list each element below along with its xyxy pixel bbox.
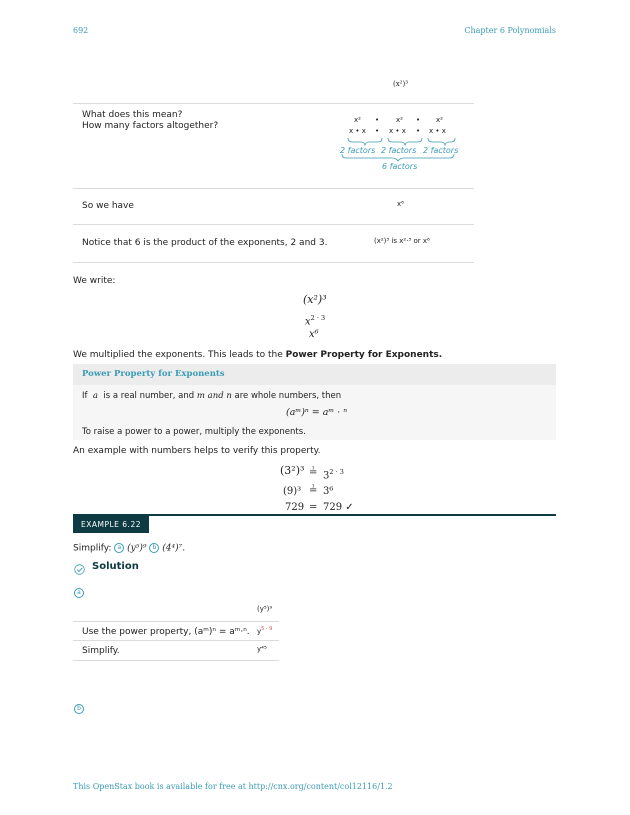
factor-xsq-3: x² bbox=[436, 116, 443, 124]
table1-row2-text: So we have bbox=[82, 201, 134, 211]
brace-label-2: 2 factors bbox=[381, 146, 417, 155]
verify-label: An example with numbers helps to verify this property. bbox=[73, 446, 321, 456]
verify-r2-right: 3⁶ bbox=[323, 486, 334, 497]
table1-row1-text-b: How many factors altogether? bbox=[82, 121, 219, 131]
table1-row3-text: Notice that 6 is the product of the exponents, 2 and 3. bbox=[82, 238, 328, 248]
factor-xsq-1: x² bbox=[354, 116, 361, 124]
divider bbox=[73, 640, 279, 641]
table1-row1-text-a: What does this mean? bbox=[82, 110, 183, 120]
solution-row2-text: Simplify. bbox=[82, 646, 120, 656]
solution-row1-expr: $y^{5 \cdot 9}$ bbox=[257, 626, 273, 636]
property-box-line1: If a is a real number, and m and n are whole numbers, then bbox=[82, 391, 342, 401]
part-b-marker: b bbox=[149, 543, 159, 553]
verify-r3-op: = bbox=[309, 502, 318, 513]
factor-dot-4: • bbox=[416, 127, 421, 135]
example-tag: EXAMPLE 6.22 bbox=[73, 516, 149, 533]
solution-check-icon bbox=[74, 560, 85, 579]
part-b-expr: (4⁴)⁷. bbox=[162, 543, 186, 554]
footer-text: This OpenStax book is available for free at http://cnx.org/content/col12116/1.2 bbox=[73, 782, 393, 791]
property-box-header bbox=[73, 364, 556, 385]
factor-dot-1: • bbox=[375, 116, 380, 124]
factor-xsq-2: x² bbox=[396, 116, 403, 124]
brace-label-3: 2 factors bbox=[423, 146, 459, 155]
factor-dot-3: • bbox=[375, 127, 380, 135]
we-write-label: We write: bbox=[73, 276, 116, 286]
we-write-line2: $x^{2 \cdot 3}$ bbox=[305, 314, 326, 328]
solution-part-b-marker: b bbox=[74, 698, 84, 717]
property-formula: (aᵐ)ⁿ = aᵐ · ⁿ bbox=[286, 407, 348, 418]
factor-xx-3: x • x bbox=[429, 127, 446, 135]
solution-row2-expr: y⁴⁵ bbox=[257, 645, 267, 653]
property-box bbox=[73, 364, 556, 440]
solution-row1-text: Use the power property, (aᵐ)ⁿ = aᵐ·ⁿ. bbox=[82, 627, 250, 637]
we-write-line1: (x²)³ bbox=[303, 293, 327, 306]
divider bbox=[73, 621, 279, 622]
factor-dot-2: • bbox=[416, 116, 421, 124]
solution-heading: Solution bbox=[92, 561, 139, 572]
solution-row0-expr: (y⁵)⁹ bbox=[257, 605, 273, 613]
verify-r3-left: 729 bbox=[285, 502, 305, 513]
divider bbox=[73, 262, 474, 263]
part-a-marker: a bbox=[114, 543, 124, 553]
brace-label-total: 6 factors bbox=[382, 162, 418, 171]
property-box-title: Power Property for Exponents bbox=[82, 369, 225, 379]
divider bbox=[73, 224, 474, 225]
property-box-note: To raise a power to a power, multiply the exponents. bbox=[82, 427, 306, 437]
divider bbox=[73, 103, 474, 104]
verify-r1-right: $3^{2 \cdot 3}$ bbox=[323, 468, 344, 482]
verify-r1-op: ≟ bbox=[309, 467, 318, 478]
divider bbox=[73, 660, 279, 661]
table1-row0-expr: (x²)³ bbox=[393, 80, 409, 88]
chapter-title: Chapter 6 Polynomials bbox=[464, 26, 556, 35]
table1-row3-expr: (x²)³ is x²·³ or x⁶ bbox=[374, 237, 430, 245]
table1-row2-expr: x⁶ bbox=[397, 200, 404, 208]
example-prompt: Simplify: a (y⁵)⁹ b (4⁴)⁷. bbox=[73, 543, 186, 554]
intro-sentence: We multiplied the exponents. This leads to the Power Property for Exponents. bbox=[73, 350, 443, 360]
factor-xx-1: x • x bbox=[349, 127, 366, 135]
verify-r1-left: (3²)³ bbox=[280, 464, 305, 477]
factor-xx-2: x • x bbox=[389, 127, 406, 135]
page-number: 692 bbox=[73, 26, 89, 35]
verify-r2-op: ≟ bbox=[309, 485, 318, 496]
part-a-expr: (y⁵)⁹ bbox=[127, 543, 147, 554]
solution-part-a-marker: a bbox=[74, 582, 84, 601]
brace-label-1: 2 factors bbox=[340, 146, 376, 155]
divider bbox=[73, 188, 474, 189]
verify-r2-left: (9)³ bbox=[283, 486, 302, 497]
verify-r3-right: 729 ✓ bbox=[323, 502, 354, 513]
we-write-line3: x⁶ bbox=[309, 329, 319, 340]
